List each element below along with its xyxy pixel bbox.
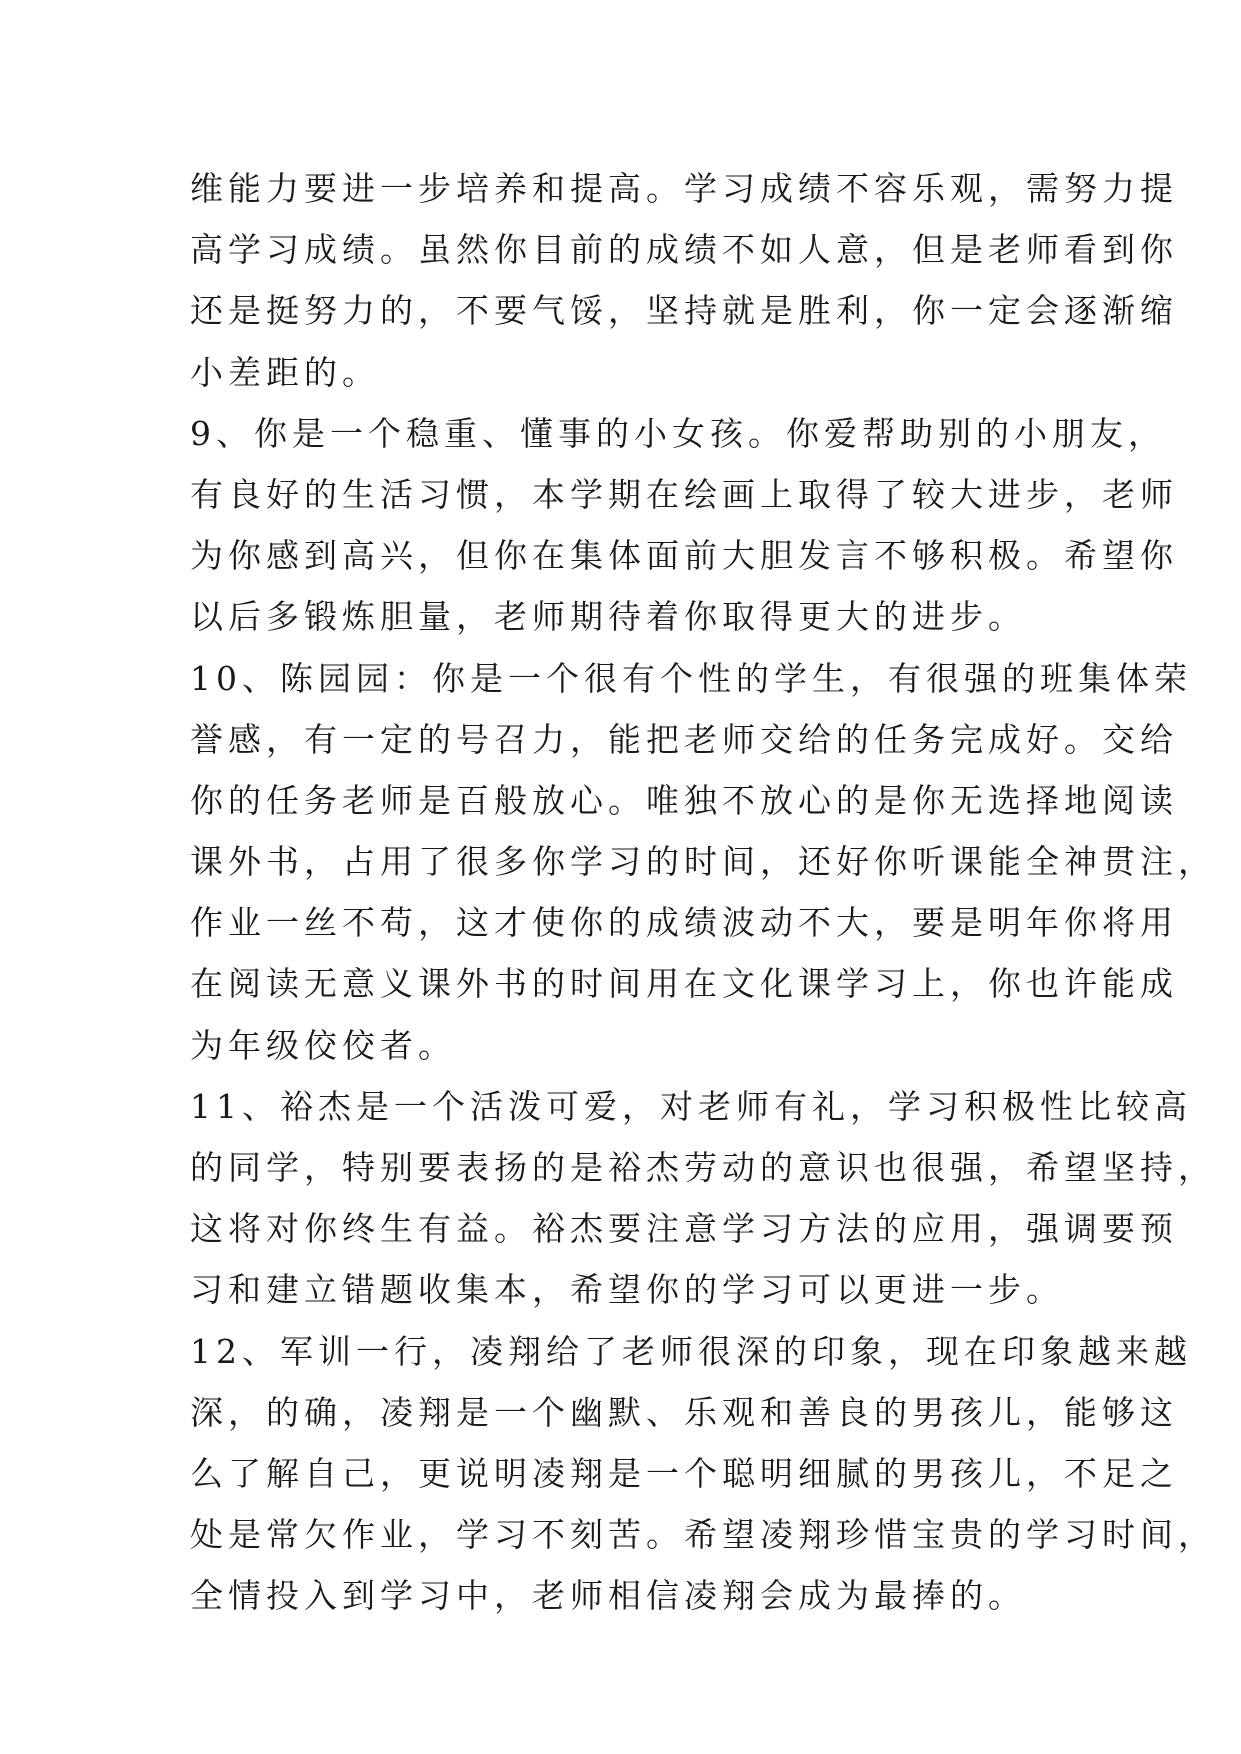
- text-line: 还是挺努力的，不要气馁，坚持就是胜利，你一定会逐渐缩: [190, 291, 1178, 331]
- text-line: 课外书，占用了很多你学习的时间，还好你听课能全神贯注，: [190, 842, 1216, 882]
- text-line: 你的任务老师是百般放心。唯独不放心的是你无选择地阅读: [190, 780, 1178, 820]
- text-line: 全情投入到学习中，老师相信凌翔会成为最捧的。: [190, 1576, 1026, 1616]
- text-line: 以后多锻炼胆量，老师期待着你取得更大的进步。: [190, 597, 1026, 637]
- text-line: 处是常欠作业，学习不刻苦。希望凌翔珍惜宝贵的学习时间，: [190, 1515, 1216, 1555]
- text-line: 9、你是一个稳重、懂事的小女孩。你爱帮助别的小朋友，: [190, 413, 1166, 453]
- text-line: 维能力要进一步培养和提高。学习成绩不容乐观，需努力提: [190, 169, 1178, 208]
- text-line: 深，的确，凌翔是一个幽默、乐观和善良的男孩儿，能够这: [190, 1392, 1178, 1432]
- text-line: 这将对你终生有益。裕杰要注意学习方法的应用，强调要预: [190, 1209, 1178, 1249]
- text-line: 作业一丝不苟，这才使你的成绩波动不大，要是明年你将用: [190, 903, 1178, 943]
- text-line: 10、陈园园：你是一个很有个性的学生，有很强的班集体荣: [190, 658, 1192, 698]
- text-line: 小差距的。: [190, 352, 380, 392]
- text-line: 么了解自己，更说明凌翔是一个聪明细腻的男孩儿，不足之: [190, 1453, 1178, 1493]
- text-line: 誉感，有一定的号召力，能把老师交给的任务完成好。交给: [190, 719, 1178, 759]
- text-line: 有良好的生活习惯，本学期在绘画上取得了较大进步，老师: [190, 474, 1178, 514]
- text-line: 的同学，特别要表扬的是裕杰劳动的意识也很强，希望坚持，: [190, 1148, 1216, 1187]
- text-line: 为你感到高兴，但你在集体面前大胆发言不够积极。希望你: [190, 536, 1178, 576]
- text-line: 12、军训一行，凌翔给了老师很深的印象，现在印象越来越: [190, 1331, 1192, 1371]
- text-line: 习和建立错题收集本，希望你的学习可以更进一步。: [190, 1270, 1064, 1310]
- text-line: 11、裕杰是一个活泼可爱，对老师有礼，学习积极性比较高: [190, 1086, 1192, 1126]
- text-line: 在阅读无意义课外书的时间用在文化课学习上，你也许能成: [190, 964, 1178, 1004]
- text-line: 高学习成绩。虽然你目前的成绩不如人意，但是老师看到你: [190, 230, 1178, 270]
- document-body: [190, 158, 1216, 1627]
- text-line: 为年级佼佼者。: [190, 1025, 456, 1065]
